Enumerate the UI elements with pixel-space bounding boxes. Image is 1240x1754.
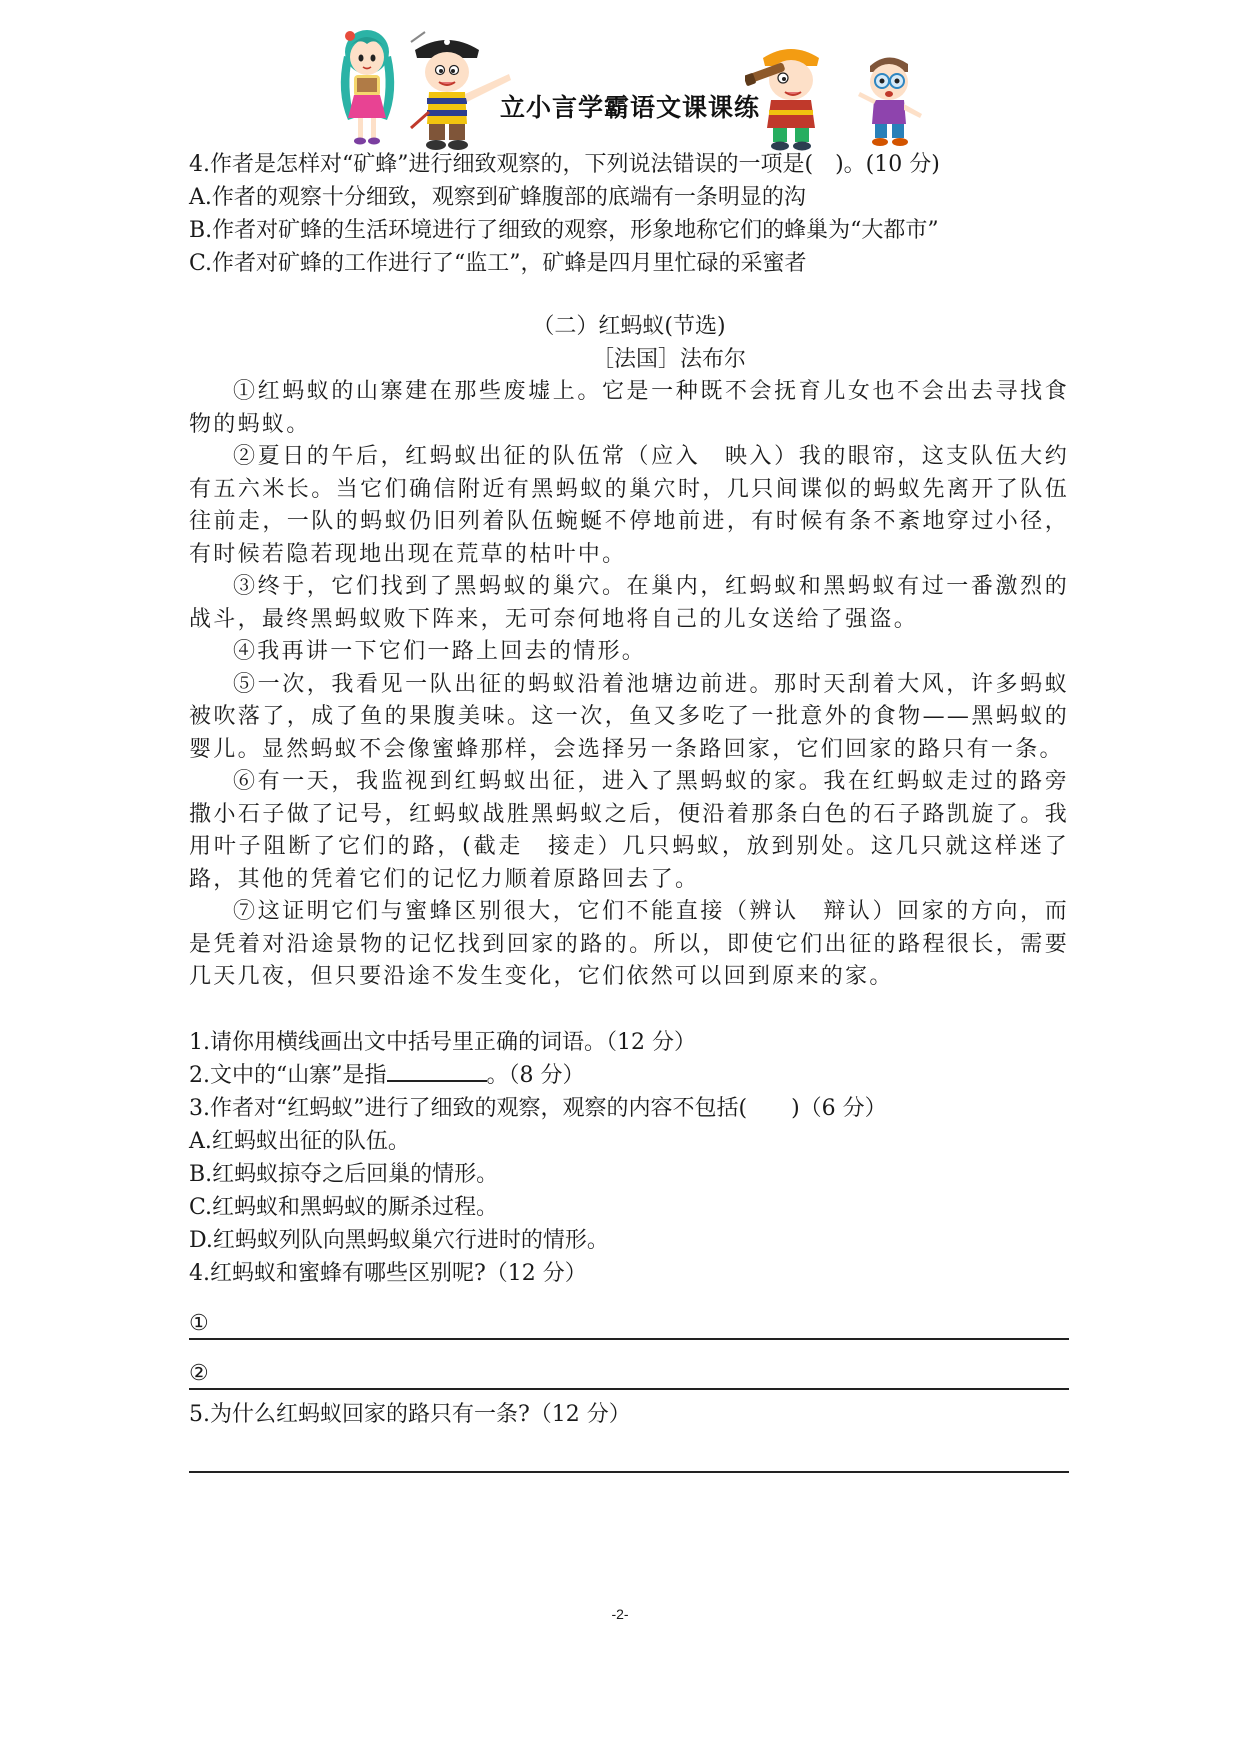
article-title: （二）红蚂蚁(节选) bbox=[532, 314, 726, 339]
article-paragraph-7: ⑦这证明它们与蜜蜂区别很大，它们不能直接（辨认 辩认）回家的方向，而是凭着对沿途景物的记忆找到回家的路的。所以，即使它们出征的路程很长，需要几天几夜，但只要沿途不发生变化，它们依然可以回到原来的家。 bbox=[189, 899, 1069, 989]
telescope-pirate-cartoon-icon bbox=[745, 40, 840, 152]
question-1: 1.请你用横线画出文中括号里正确的词语。（12 分） bbox=[189, 1029, 696, 1055]
question-3-option-b: B.红蚂蚁掠夺之后回巢的情形。 bbox=[189, 1161, 499, 1187]
header-title: 立小言学霸语文课课练 bbox=[500, 93, 761, 122]
prev-option-a: A.作者的观察十分细致，观察到矿蜂腹部的底端有一条明显的沟 bbox=[189, 185, 806, 210]
question-2-blank[interactable] bbox=[387, 1060, 487, 1082]
prev-question-stem: 4.作者是怎样对“矿蜂”进行细致观察的，下列说法错误的一项是( )。(10 分) bbox=[189, 152, 940, 177]
article-paragraph-6: ⑥有一天，我监视到红蚂蚁出征，进入了黑蚂蚁的家。我在红蚂蚁走过的路旁撒小石子做了记号，红蚂蚁战胜黑蚂蚁之后，便沿着那条白色的石子路凯旋了。我用叶子阻断了它们的路，(截走 接走）几只蚂蚁，放到别处。这几只就这样迷了路，其他的凭着它们的记忆力顺着原路回去了。 bbox=[189, 769, 1069, 892]
article-paragraph-3: ③终于，它们找到了黑蚂蚁的巢穴。在巢内，红蚂蚁和黑蚂蚁有过一番激烈的战斗，最终黑蚂蚁败下阵来，无可奈何地将自己的儿女送给了强盗。 bbox=[189, 574, 1069, 632]
article-paragraph-2: ②夏日的午后，红蚂蚁出征的队伍常（应入 映入）我的眼帘，这支队伍大约有五六米长。当它们确信附近有黑蚂蚁的巢穴时，几只间谍似的蚂蚁先离开了队伍往前走，一队的蚂蚁仍旧列着队伍蜿蜒不停地前进，有时候有条不紊地穿过小径，有时候若隐若现地出现在荒草的枯叶中。 bbox=[189, 444, 1069, 567]
article-paragraph-1: ①红蚂蚁的山寨建在那些废墟上。它是一种既不会抚育儿女也不会出去寻找食物的蚂蚁。 bbox=[189, 379, 1069, 437]
question-2-score: 。（8 分） bbox=[486, 1062, 585, 1088]
answer-line-3[interactable] bbox=[189, 1431, 1069, 1473]
girl-cartoon-icon bbox=[330, 22, 405, 147]
pirate-boy-cartoon-icon bbox=[405, 28, 515, 153]
answer-line-1[interactable] bbox=[189, 1290, 1069, 1340]
question-3-option-a: A.红蚂蚁出征的队伍。 bbox=[189, 1128, 410, 1154]
page-header bbox=[0, 0, 1240, 150]
question-3: 3.作者对“红蚂蚁”进行了细致的观察，观察的内容不包括( )（6 分） bbox=[189, 1095, 887, 1121]
article-paragraph-5: ⑤一次，我看见一队出征的蚂蚁沿着池塘边前进。那时天刮着大风，许多蚂蚁被吹落了，成了鱼的果腹美味。这一次，鱼又多吃了一批意外的食物——黑蚂蚁的婴儿。显然蚂蚁不会像蜜蜂那样，会选择另一条路回家，它们回家的路只有一条。 bbox=[189, 671, 1069, 762]
prev-option-c: C.作者对矿蜂的工作进行了“监工”，矿蜂是四月里忙碌的采蜜者 bbox=[189, 251, 807, 276]
question-5: 5.为什么红蚂蚁回家的路只有一条?（12 分） bbox=[189, 1401, 631, 1427]
question-4: 4.红蚂蚁和蜜蜂有哪些区别呢?（12 分） bbox=[189, 1260, 587, 1286]
article bbox=[189, 310, 1069, 994]
question-3-option-d: D.红蚂蚁列队向黑蚂蚁巢穴行进时的情形。 bbox=[189, 1227, 609, 1253]
glasses-boy-cartoon-icon bbox=[848, 48, 930, 152]
prev-question bbox=[189, 148, 1069, 280]
answer-mark-1: ① bbox=[189, 1310, 209, 1336]
question-3-option-c: C.红蚂蚁和黑蚂蚁的厮杀过程。 bbox=[189, 1194, 499, 1220]
document-body bbox=[189, 148, 1069, 1473]
answer-line-2[interactable] bbox=[189, 1340, 1069, 1390]
prev-option-b: B.作者对矿蜂的生活环境进行了细致的观察，形象地称它们的蜂巢为“大都市” bbox=[189, 218, 939, 243]
question-2-text: 2.文中的“山寨”是指 bbox=[189, 1062, 387, 1088]
page-number: -2- bbox=[611, 1606, 629, 1622]
question-2 bbox=[189, 1059, 1069, 1092]
article-author: ［法国］法布尔 bbox=[591, 347, 746, 372]
answer-mark-2: ② bbox=[189, 1360, 209, 1386]
article-paragraph-4: ④我再讲一下它们一路上回去的情形。 bbox=[233, 639, 647, 664]
questions bbox=[189, 1026, 1069, 1473]
